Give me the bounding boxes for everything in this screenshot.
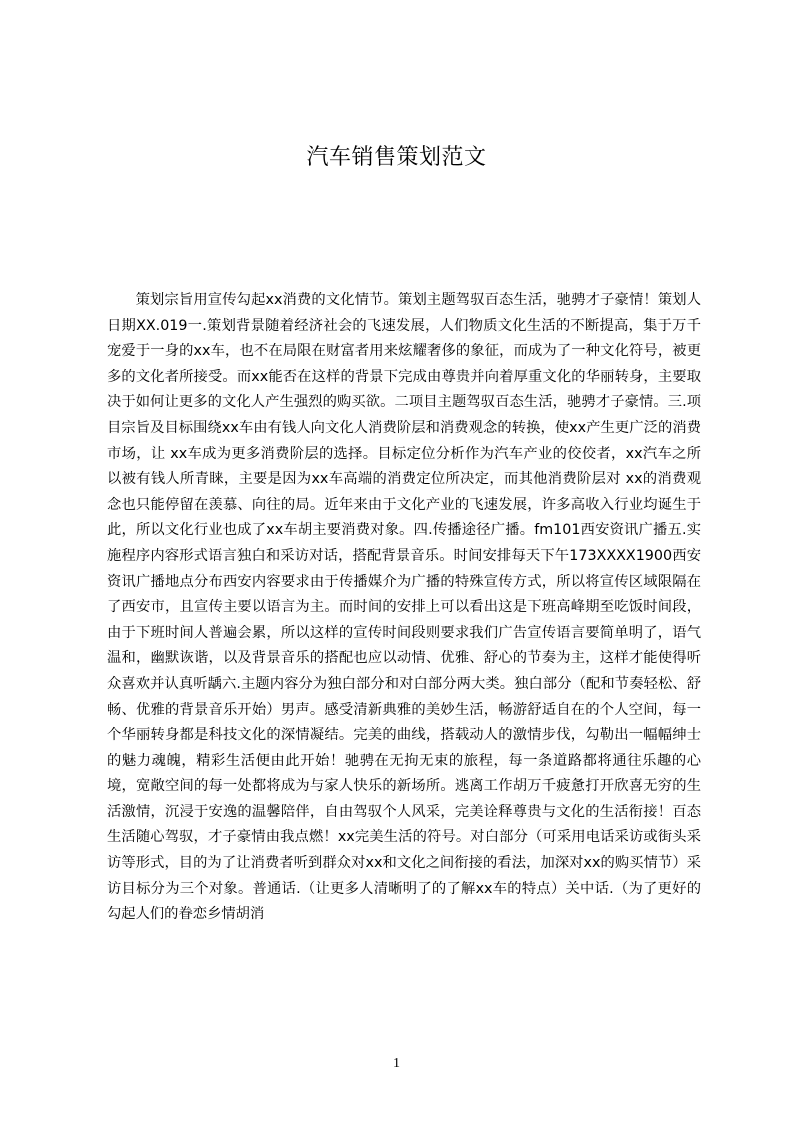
document-body-paragraph: 策划宗旨用宣传勾起xx消费的文化情节。策划主题驾驭百态生活，驰骋才子豪情！策划人日期XX.019一.策划背景随着经济社会的飞速发展，人们物质文化生活的不断提高，集于万千宠爱于一身的xx车，也不在局限在财富者用来炫耀奢侈的象征，而成为了一种文化符号，被更多的文化者所接受。而xx能否在这样的背景下完成由尊贵并向着厚重文化的华丽转身，主要取决于如何让更多的文化人产生强烈的购买欲。二项目主题驾驭百态生活，驰骋才子豪情。三.项目宗旨及目标围绕xx车由有钱人向文化人消费阶层和消费观念的转换，使xx产生更广泛的消费市场，让 xx车成为更多消费阶层的选择。目标定位分析作为汽车产业的佼佼者，xx汽车之所以被有钱人所青睐，主要是因为xx车高端的消费定位所决定，而其他消费阶层对 xx的消费观念也只能停留在羡慕、向往的局。近年来由于文化产业的飞速发展，许多高收入行业均诞生于此，所以文化行业也成了xx车胡主要消费对象。四.传播途径广播。fm101西安资讯广播五.实施程序内容形式语言独白和采访对话，搭配背景音乐。时间安排每天下午173XXXX1900西安资讯广播地点分布西安内容要求由于传播媒介为广播的特殊宣传方式，所以将宣传区域限隔在了西安市，且宣传主要以语言为主。而时间的安排上可以看出这是下班高峰期至吃饭时间段，由于下班时间人普遍会累，所以这样的宣传时间段则要求我们广告宣传语言要简单明了，语气温和，幽默诙谐，以及背景音乐的搭配也应以动情、优雅、舒心的节奏为主，这样才能使得听众喜欢并认真听龋六.主题内容分为独白部分和对白部分两大类。独白部分（配和节奏轻松、舒畅、优雅的背景音乐开始）男声。感受清新典雅的美妙生活，畅游舒适自在的个人空间，每一个华丽转身都是科技文化的深情凝结。完美的曲线，搭载动人的激情步伐，勾勒出一幅幅绅士的魅力魂魄，精彩生活便由此开始！驰骋在无拘无束的旅程，每一条道路都将通往乐趣的心境，宽敞空间的每一处都将成为与家人快乐的新场所。逃离工作胡万千疲惫打开欣喜无穷的生活激情，沉浸于安逸的温馨陪伴，自由驾驭个人风采，完美诠释尊贵与文化的生活衔接！百态生活随心驾驭，才子豪情由我点燃！xx完美生活的符号。对白部分（可采用电话采访或街头采访等形式，目的为了让消费者听到群众对xx和文化之间衔接的看法，加深对xx的购买情节）采访目标分为三个对象。普通话.（让更多人清晰明了的了解xx车的特点）关中话.（为了更好的勾起人们的眷恋乡情胡消 (107, 292, 701, 923)
page-number: 1 (393, 1056, 400, 1071)
document-title: 汽车销售策划范文 (306, 145, 487, 170)
